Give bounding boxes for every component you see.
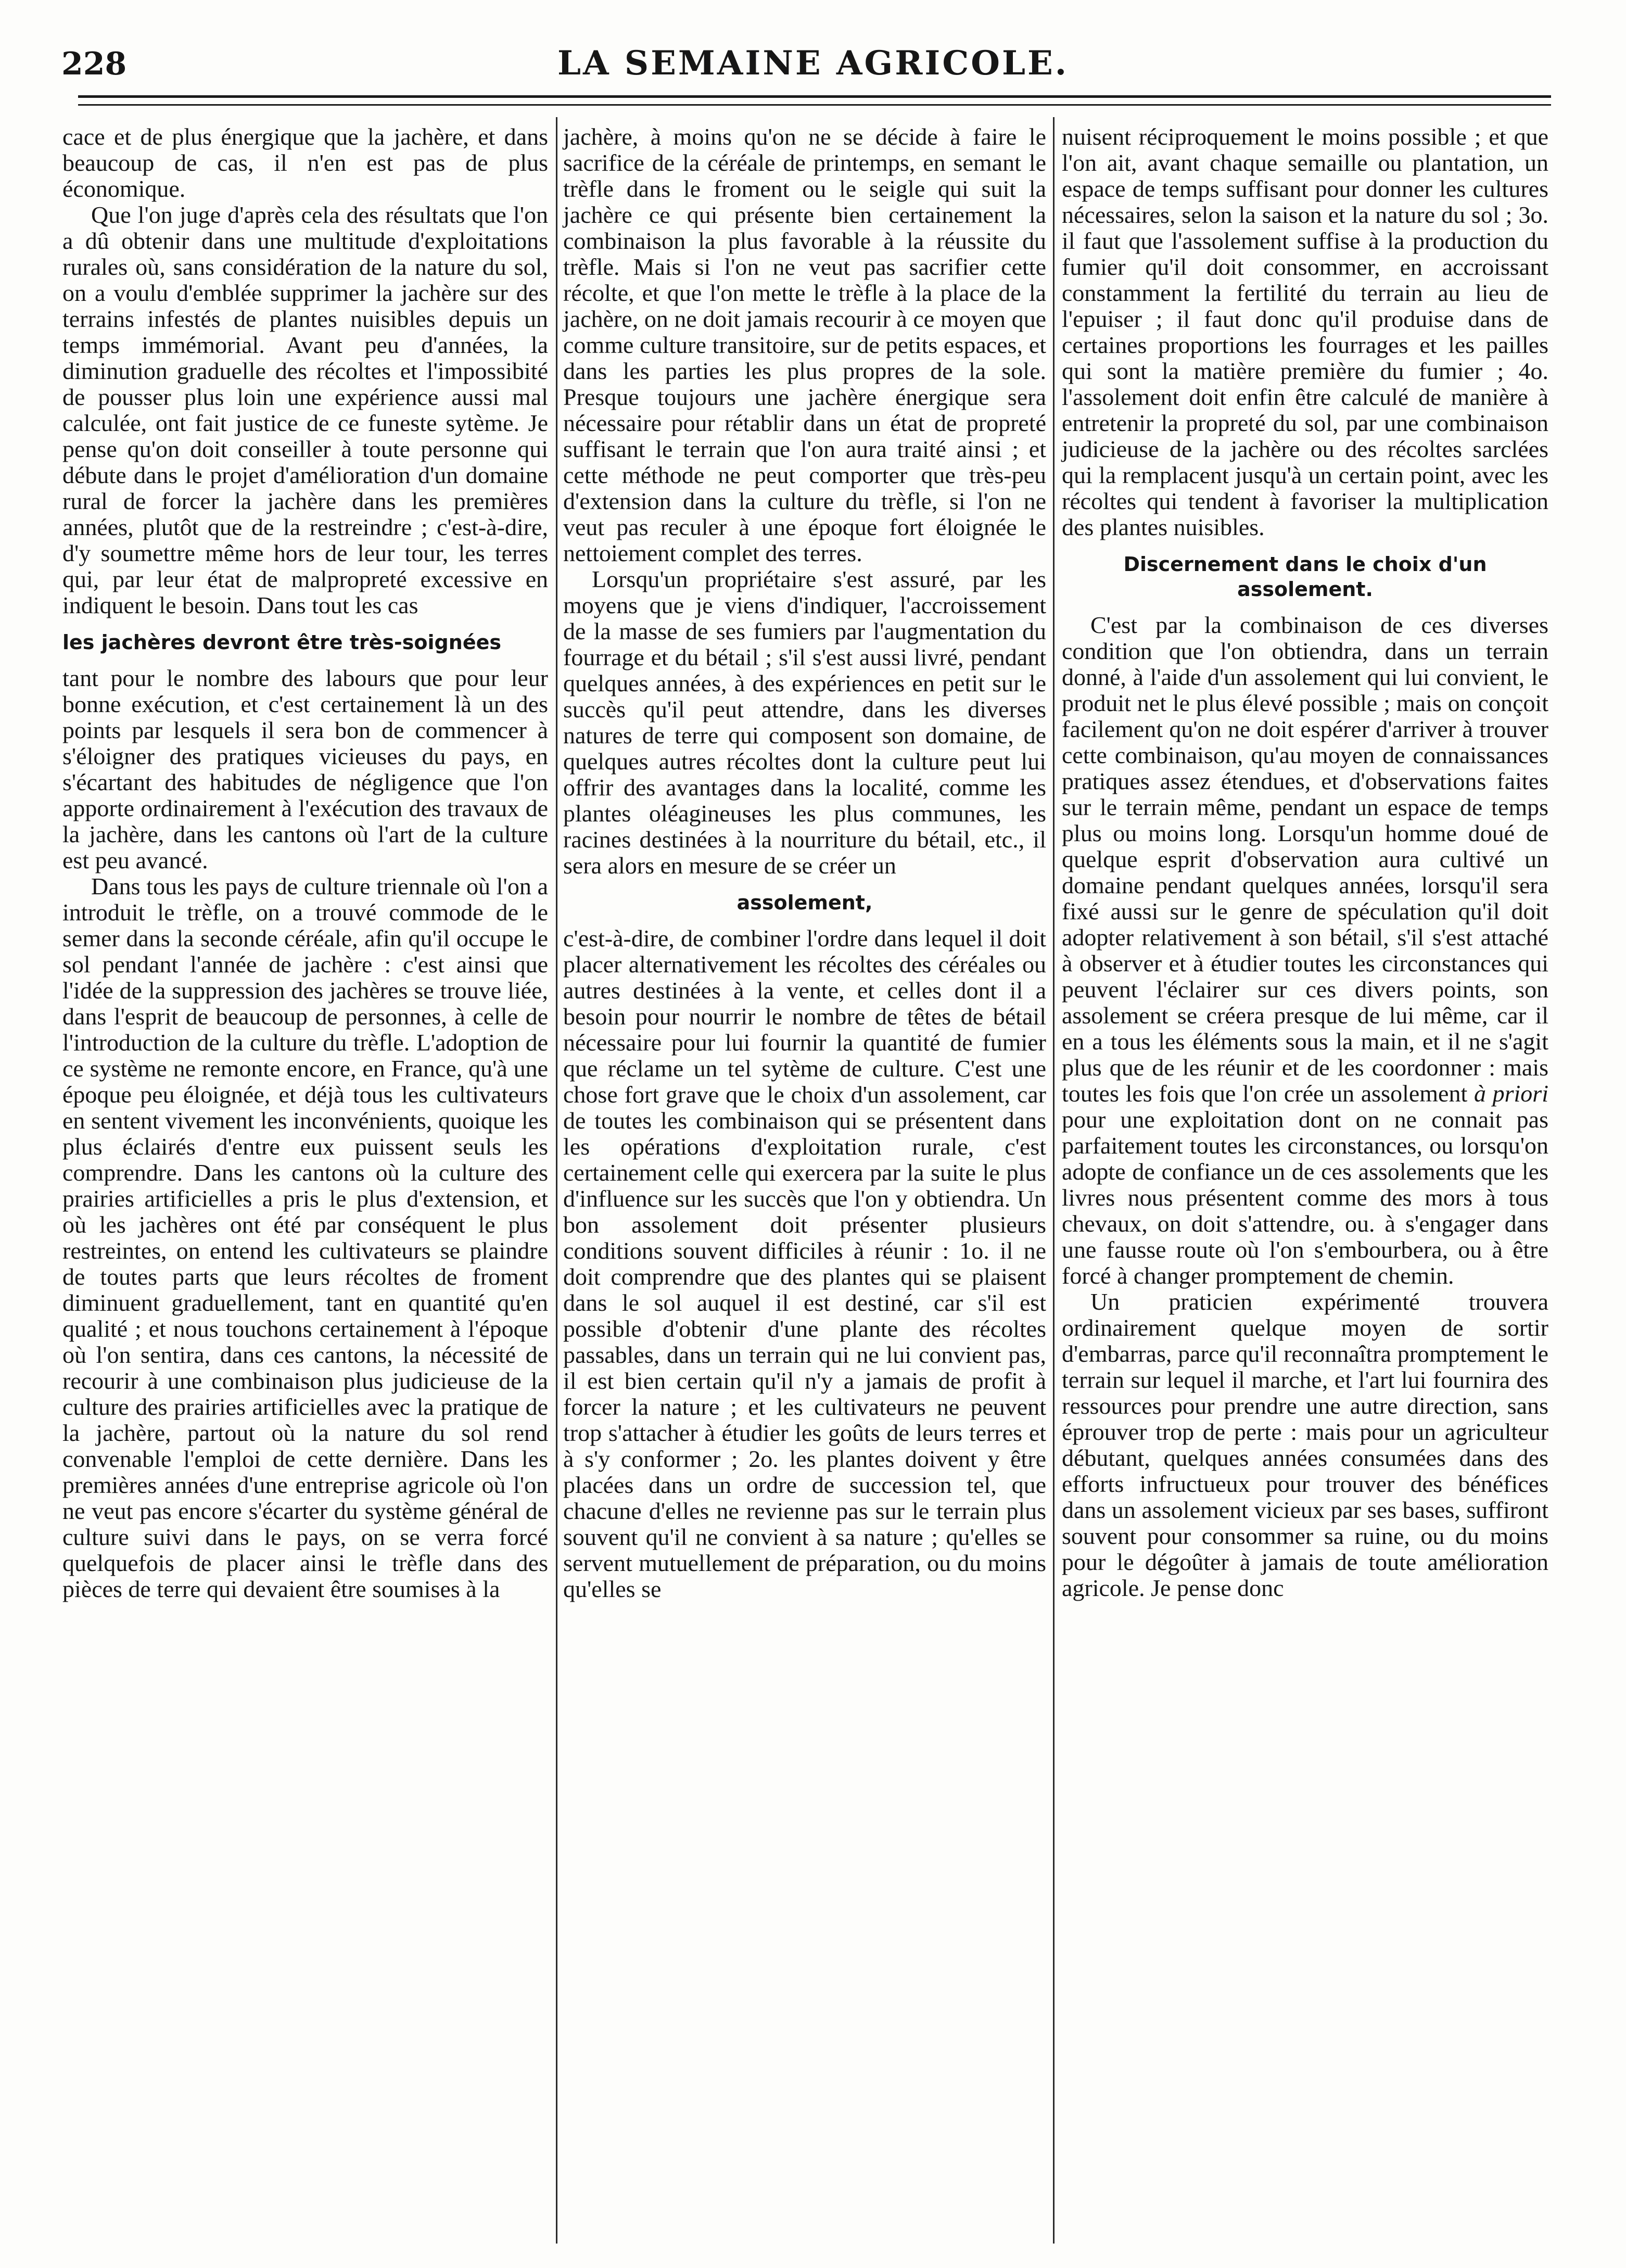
paragraph: jachère, à moins qu'on ne se décide à faire le sacrifice de la céréale de printemps, en semant le trèfle dans le froment ou le seigle qui suit la jachère ce qui présente bien certainement la combinaison la plus favorable à la réussite du trèfle. Mais si l'on ne veut pas sacrifier cette récolte, et que l'on mette le trèfle à la place de la jachère, on ne doit jamais recourir à ce moyen que comme culture transitoire, sur de petits espaces, et dans les parties les plus propres de la sole. Presque toujours une jachère énergique sera nécessaire pour rétablir dans un état de propreté suffisant le terrain que l'on aura traité ainsi ; et cette méthode ne peut comporter que très-peu d'extension dans la culture du trèfle, si l'on ne veut pas reculer à une époque fort éloignée le nettoiement complet des terres. bbox=[563, 123, 1046, 566]
paragraph: cace et de plus énergique que la jachère, et dans beaucoup de cas, il n'en est pas de plus économique. bbox=[62, 123, 548, 202]
section-subhead: les jachères devront être très-soignées bbox=[62, 631, 501, 654]
column-divider-2 bbox=[1053, 117, 1055, 2244]
italic-phrase: à priori bbox=[1473, 1080, 1548, 1107]
paragraph: Dans tous les pays de culture triennale où l'on a introduit le trèfle, on a trouvé commode de le semer dans la seconde céréale, afin qu'il occupe le sol pendant l'année de jachère : c'est ainsi que l'idée de la suppression des jachères se trouve liée, dans l'esprit de beaucoup de personnes, à celle de l'introduction de la culture du trèfle. L'adoption de ce système ne remonte encore, en France, qu'à une époque peu éloignée, et déjà tous les cultivateurs en sentent vivement les inconvénients, quoique les plus éclairés d'entre eux puissent seuls les comprendre. Dans les cantons où la culture des prairies artificielles a pris le plus d'extension, et où les jachères ont été par conséquent le plus restreintes, on entend les cultivateurs se plaindre de toutes parts que leurs récoltes de froment diminuent graduellement, tant en quantité qu'en qualité ; et nous touchons certainement à l'époque où l'on sentira, dans ces cantons, la nécessité de recourir à une combinaison plus judicieuse de la culture des prairies artificielles avec la pratique de la jachère, partout où la nature du sol rend convenable l'emploi de cette dernière. Dans les premières années d'une entreprise agricole où l'on ne veut pas encore s'écarter du système général de culture suivi dans le pays, on se verra forcé quelquefois de placer ainsi le trèfle dans des pièces de terre qui devaient être soumises à la bbox=[62, 873, 548, 1602]
column-1 bbox=[62, 124, 548, 1602]
section-subhead: Discernement dans le choix d'un assolement. bbox=[1123, 553, 1487, 601]
paragraph-text: pour une exploitation dont on ne connait pas parfaitement toutes les circonstances, ou lorsqu'on adopte de confiance un de ces assolements que les livres nous présentent comme des mors à tous chevaux, on doit s'attendre, ou. à s'engager dans une fausse route où l'on s'embourbera, ou à être forcé à changer promptement de chemin. bbox=[1062, 1106, 1548, 1289]
header-rule-thick bbox=[78, 95, 1551, 98]
paragraph: nuisent réciproquement le moins possible ; et que l'on ait, avant chaque semaille ou plantation, un espace de temps suffisant pour donner les cultures nécessaires, selon la saison et la nature du sol ; 3o. il faut que l'assolement suffise à la production du fumier qu'il doit consommer, en accroissant constamment la fertilité du terrain au lieu de l'epuiser ; il faut donc qu'il produise dans de certaines proportions les fourrages et les pailles qui sont la matière première du fumier ; 4o. l'assolement doit enfin être calculé de manière à entretenir la propreté du sol, par une combinaison judicieuse de la jachère ou des récoltes sarclées qui la remplacent jusqu'à un certain point, avec les récoltes qui tendent à favoriser la multiplication des plantes nuisibles. bbox=[1062, 123, 1548, 540]
paragraph-text: C'est par la combinaison de ces diverses condition que l'on obtiendra, dans un terrain donné, à l'aide d'un assolement qui lui convient, le produit net le plus élevé possible ; mais on conçoit facilement qu'on ne doit espérer d'arriver à trouver cette combinaison, qu'au moyen de connaissances pratiques assez étendues, et d'observations faites sur le terrain même, pendant un espace de temps plus ou moins long. Lorsqu'un homme doué de quelque esprit d'observation aura cultivé un domaine pendant quelques années, lorsqu'il sera fixé aussi sur le genre de spéculation qu'il doit adopter relativement à son bétail, s'il s'est attaché à observer et à étudier toutes les circonstances qui peuvent l'éclairer sur ces divers points, son assolement se créera presque de lui même, car il en a tous les éléments sous la main, et il ne s'agit plus que de les réunir et de les coordonner : mais toutes les fois que l'on crée un assolement bbox=[1062, 612, 1548, 1107]
paragraph: Que l'on juge d'après cela des résultats que l'on a dû obtenir dans une multitude d'exploitations rurales où, sans considération de la nature du sol, on a voulu d'emblée supprimer la jachère sur des terrains infestés de plantes nuisibles depuis un temps immémorial. Avant peu d'années, la diminution graduelle des récoltes et l'impossibité de pousser plus loin une expérience aussi mal calculée, ont fait justice de ce funeste sytème. Je pense qu'on doit conseiller à toute personne qui débute dans le projet d'amélioration d'un domaine rural de forcer la jachère dans les premières années, plutôt que de la restreindre ; c'est-à-dire, d'y soumettre même hors de leur tour, les terres qui, par leur état de malpropreté excessive en indiquent le besoin. Dans tout les cas bbox=[62, 201, 548, 618]
page-number: 228 bbox=[61, 46, 127, 82]
paragraph: c'est-à-dire, de combiner l'ordre dans lequel il doit placer alternativement les récoltes des céréales ou autres destinées à la vente, et celles dont il a besoin pour nourrir le nombre de têtes de bétail nécessaire pour lui fournir la quantité de fumier que réclame un tel sytème de culture. C'est une chose fort grave que le choix d'un assolement, car de toutes les combinaison qui se présentent dans les opérations d'exploitation rurale, c'est certainement celle qui exercera par la suite le plus d'influence sur les succès que l'on y obtiendra. Un bon assolement doit présenter plusieurs conditions souvent difficiles à réunir : 1o. il ne doit comprendre que des plantes qui se plaisent dans le sol auquel il est destiné, car s'il est possible d'obtenir d'une plante des récoltes passables, dans un terrain qui ne lui convient pas, il est bien certain qu'il n'y a jamais de profit à forcer la nature ; et les cultivateurs ne peuvent trop s'attacher à étudier les goûts de leurs terres et à s'y conformer ; 2o. les plantes doivent y être placées dans un ordre de succession tel, que chacune d'elles ne revienne pas sur le terrain plus souvent qu'il ne convient à sa nature ; qu'elles se servent mutuellement de préparation, ou du moins qu'elles se bbox=[563, 925, 1046, 1602]
paragraph: Lorsqu'un propriétaire s'est assuré, par les moyens que je viens d'indiquer, l'accroissement de la masse de ses fumiers par l'augmentation du fourrage et du bétail ; s'il s'est aussi livré, pendant quelques années, à des expériences en petit sur le succès qu'il peut attendre, dans les diverses natures de terre qui composent son domaine, de quelques autres récoltes dont la culture peut lui offrir des avantages dans la localité, comme les plantes oléagineuses les plus communes, les racines destinées à la nourriture du bétail, etc., il sera alors en mesure de se créer un bbox=[563, 566, 1046, 879]
column-2 bbox=[563, 124, 1046, 1602]
running-title: LA SEMAINE AGRICOLE. bbox=[557, 44, 1069, 83]
paragraph bbox=[1062, 612, 1548, 1289]
column-divider-1 bbox=[556, 117, 557, 2244]
column-3 bbox=[1062, 124, 1548, 1601]
paragraph: tant pour le nombre des labours que pour leur bonne exécution, et c'est certainement là un des points par lesquels il sera bon de commencer à s'éloigner des pratiques vicieuses du pays, en s'écartant des habitudes de négligence que l'on apporte ordinairement à l'exécution des travaux de la jachère, dans les cantons où l'art de la culture est peu avancé. bbox=[62, 665, 548, 873]
header-rule-thin bbox=[78, 104, 1551, 106]
section-subhead: assolement, bbox=[736, 891, 873, 914]
paragraph: Un praticien expérimenté trouvera ordinairement quelque moyen de sortir d'embarras, parce qu'il reconnaîtra promptement le terrain sur lequel il marche, et l'art lui fournira des ressources pour prendre une autre direction, sans éprouver trop de perte : mais pour un agriculteur débutant, quelques années consumées dans des efforts infructueux pour trouver des bénéfices dans un assolement vicieux par ses bases, suffiront souvent pour consommer sa ruine, ou du moins pour le dégoûter à jamais de toute amélioration agricole. Je pense donc bbox=[1062, 1288, 1548, 1601]
